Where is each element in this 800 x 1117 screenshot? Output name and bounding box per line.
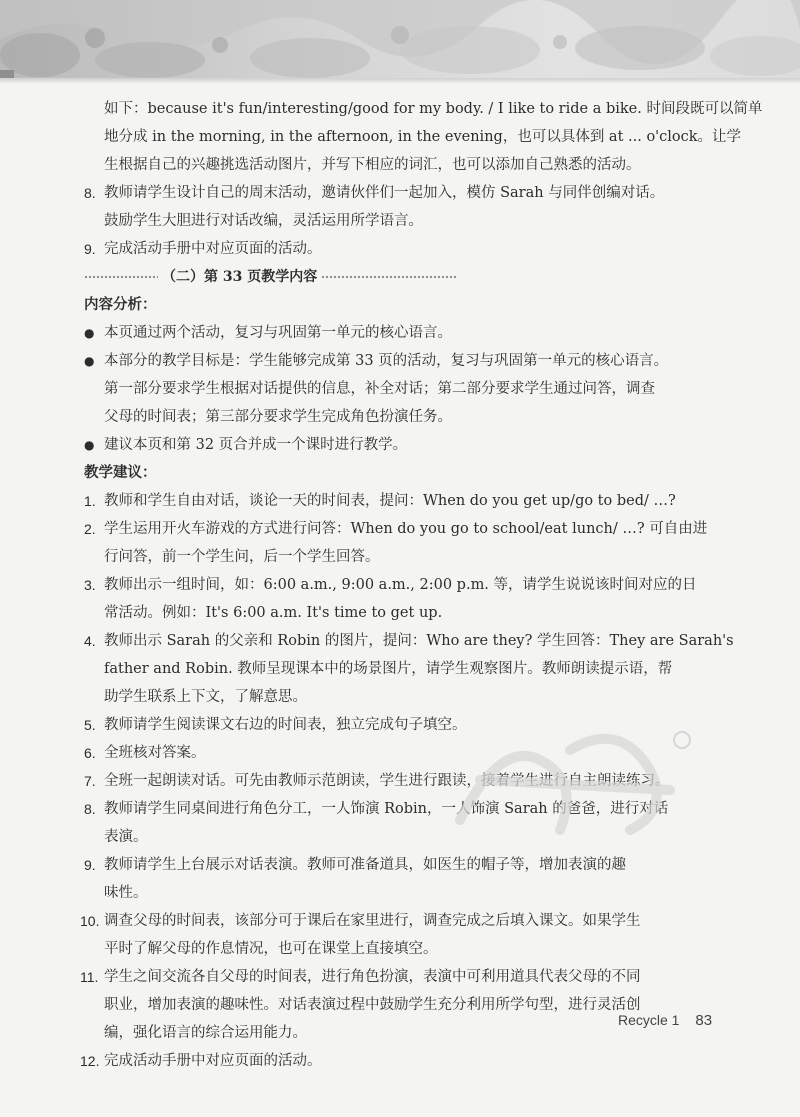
item-number: 8. — [84, 801, 96, 817]
item-number: 8. — [84, 185, 96, 201]
item-line: 全班核对答案。 — [104, 745, 206, 761]
list-item — [84, 711, 724, 739]
bullet-line: 第一部分要求学生根据对话提供的信息，补全对话；第二部分要求学生通过问答，调查 — [104, 381, 655, 397]
item-line: 调查父母的时间表，该部分可于课后在家里进行，调查完成之后填入课文。如果学生 — [104, 913, 641, 929]
list-item — [80, 963, 724, 1047]
list-item — [84, 795, 724, 851]
bullet-line: 本页通过两个活动，复习与巩固第一单元的核心语言。 — [104, 325, 452, 341]
list-item — [84, 767, 724, 795]
item-line: 教师出示 Sarah 的父亲和 Robin 的图片，提问：Who are they? 学生回答：They are Sarah's — [104, 633, 734, 649]
item-line: 教师出示一组时间，如：6:00 a.m., 9:00 a.m., 2:00 p.m. 等，请学生说说该时间对应的日 — [104, 577, 697, 593]
bullet-icon: ● — [84, 354, 95, 368]
banner-illustration — [0, 0, 800, 82]
list-item — [84, 571, 724, 627]
intro-line: 地分成 in the morning, in the afternoon, in the evening，也可以具体到 at ... o'clock。让学 — [104, 129, 742, 145]
item-line: 助学生联系上下文，了解意思。 — [104, 689, 307, 705]
intro-line: 生根据自己的兴趣挑选活动图片，并写下相应的词汇，也可以添加自己熟悉的活动。 — [104, 157, 641, 173]
header-banner — [0, 0, 800, 82]
suggestion-list — [80, 487, 734, 1075]
item-line: 编，强化语言的综合运用能力。 — [104, 1025, 307, 1041]
list-item — [80, 907, 724, 963]
footer-section: Recycle 1 — [618, 1012, 680, 1028]
list-item — [84, 487, 724, 515]
item-number: 12. — [80, 1053, 100, 1069]
item-line: 教师和学生自由对话，谈论一天的时间表，提问：When do you get up/go to bed/ …? — [104, 493, 676, 509]
item-line: 全班一起朗读对话。可先由教师示范朗读，学生进行跟读，接着学生进行自主朗读练习。 — [104, 773, 670, 789]
item-line: 学生之间交流各自父母的时间表，进行角色扮演，表演中可利用道具代表父母的不同 — [104, 969, 641, 985]
item-line: 常活动。例如：It's 6:00 a.m. It's time to get up. — [104, 605, 443, 621]
section-heading — [98, 263, 724, 291]
bullet-item — [84, 347, 724, 431]
item-line: 教师请学生设计自己的周末活动，邀请伙伴们一起加入，模仿 Sarah 与同伴创编对话。 — [104, 185, 665, 201]
item-number: 1. — [84, 493, 96, 509]
item-number: 10. — [80, 913, 100, 929]
item-line: 完成活动手册中对应页面的活动。 — [104, 1053, 322, 1069]
bullet-item — [84, 431, 724, 459]
bullet-icon: ● — [84, 438, 95, 452]
item-number: 5. — [84, 717, 96, 733]
bullet-icon: ● — [84, 326, 95, 340]
item-line: 教师请学生同桌间进行角色分工，一人饰演 Robin，一人饰演 Sarah 的爸爸，进行对话 — [104, 801, 669, 817]
item-number: 4. — [84, 633, 96, 649]
item-line: 完成活动手册中对应页面的活动。 — [104, 241, 322, 257]
item-number: 6. — [84, 745, 96, 761]
item-number: 3. — [84, 577, 96, 593]
item-line: 鼓励学生大胆进行对话改编，灵活运用所学语言。 — [104, 213, 423, 229]
list-item — [84, 515, 724, 571]
list-item — [84, 235, 724, 263]
item-number: 9. — [84, 241, 96, 257]
bullet-item — [84, 319, 724, 347]
item-line: 教师请学生上台展示对话表演。教师可准备道具，如医生的帽子等，增加表演的趣 — [104, 857, 626, 873]
list-item — [84, 627, 734, 711]
item-line: father and Robin. 教师呈现课本中的场景图片，请学生观察图片。教师朗读提示语，帮 — [104, 661, 673, 677]
bullet-line: 父母的时间表；第三部分要求学生完成角色扮演任务。 — [104, 409, 452, 425]
analysis-label: 内容分析： — [84, 296, 157, 313]
item-line: 职业，增加表演的趣味性。对话表演过程中鼓励学生充分利用所学句型，进行灵活创 — [104, 997, 641, 1013]
dotted-rule — [84, 275, 158, 279]
item-number: 7. — [84, 773, 96, 789]
item-line: 教师请学生阅读课文右边的时间表，独立完成句子填空。 — [104, 717, 467, 733]
page-content — [80, 95, 763, 1075]
section-title: （二）第 33 页教学内容 — [162, 269, 318, 285]
bullet-line: 本部分的教学目标是：学生能够完成第 33 页的活动，复习与巩固第一单元的核心语言。 — [104, 353, 669, 369]
intro-line: 如下：because it's fun/interesting/good for my body. / I like to ride a bike. 时间段既可以简单 — [104, 101, 763, 117]
list-item — [84, 851, 724, 907]
list-item — [84, 739, 724, 767]
item-line: 平时了解父母的作息情况，也可在课堂上直接填空。 — [104, 941, 438, 957]
page-number: 83 — [695, 1012, 713, 1029]
intro-paragraph — [104, 95, 763, 179]
page-footer — [618, 1012, 712, 1029]
item-line: 学生运用开火车游戏的方式进行问答：When do you go to school/eat lunch/ …? 可自由进 — [104, 521, 708, 537]
item-number: 9. — [84, 857, 96, 873]
suggestion-label: 教学建议： — [84, 464, 157, 481]
bullet-line: 建议本页和第 32 页合并成一个课时进行教学。 — [104, 437, 408, 453]
item-line: 行问答，前一个学生问，后一个学生回答。 — [104, 549, 380, 565]
item-line: 味性。 — [104, 885, 148, 901]
item-number: 2. — [84, 521, 96, 537]
item-number: 11. — [80, 969, 99, 985]
banner-divider — [0, 78, 800, 84]
dotted-rule — [321, 275, 457, 279]
item-line: 表演。 — [104, 829, 148, 845]
list-item — [84, 179, 724, 235]
list-item — [80, 1047, 724, 1075]
